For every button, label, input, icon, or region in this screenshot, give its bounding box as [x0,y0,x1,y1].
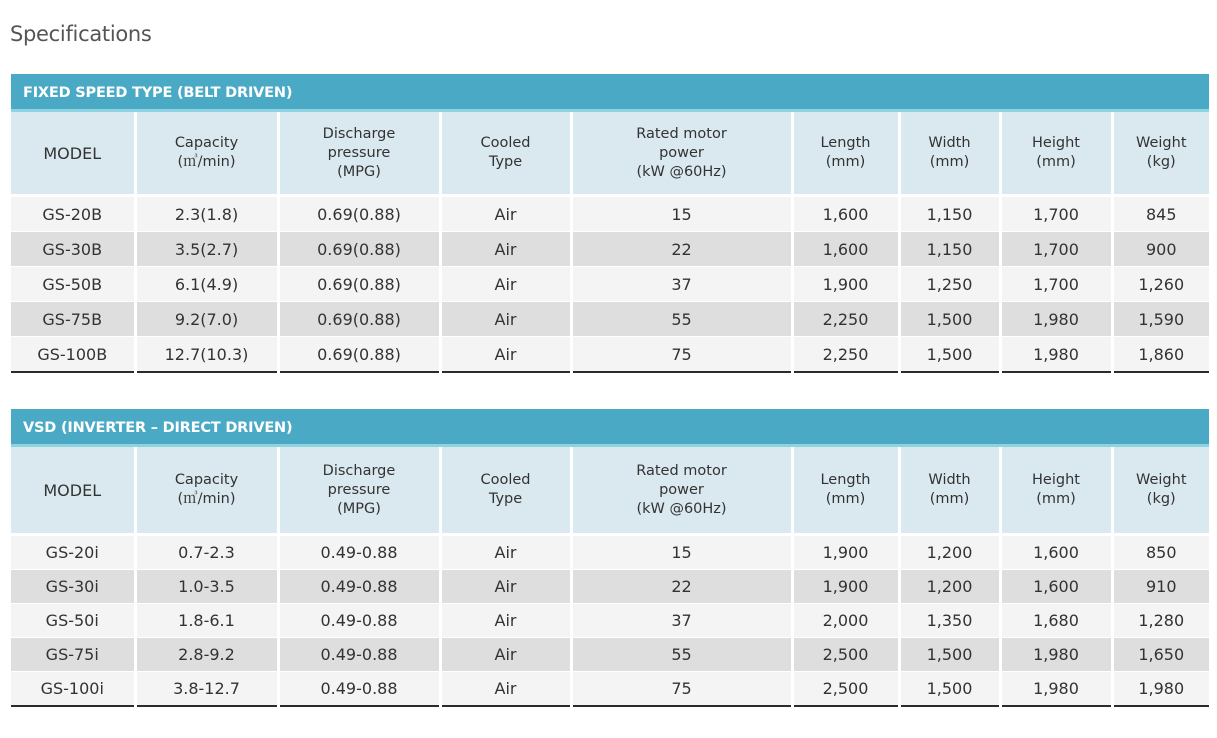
cell-cooled-type: Air [440,604,571,638]
table-row [11,638,1209,672]
header-row [11,447,1209,535]
cell-height: 1,980 [1000,302,1112,337]
cell-weight: 1,650 [1112,638,1209,672]
spec-table [11,447,1209,707]
col-header-length: Length (mm) [792,447,899,535]
col-header-height: Height (mm) [1000,447,1112,535]
col-header-length: Length (mm) [792,112,899,196]
cell-rated-motor-power: 55 [571,638,792,672]
table-row [11,196,1209,232]
cell-capacity: 2.8-9.2 [135,638,278,672]
cell-weight: 1,860 [1112,337,1209,373]
cell-cooled-type: Air [440,672,571,707]
cell-height: 1,600 [1000,535,1112,570]
col-header-capacity: Capacity (㎥/min) [135,112,278,196]
cell-length: 2,250 [792,337,899,373]
cell-length: 1,900 [792,570,899,604]
cell-model: GS-20B [11,196,135,232]
col-header-discharge-pressure: Discharge pressure (MPG) [278,112,440,196]
vsd-spec-table [11,409,1209,707]
table-row [11,604,1209,638]
cell-width: 1,500 [899,302,1000,337]
cell-weight: 845 [1112,196,1209,232]
cell-model: GS-30i [11,570,135,604]
cell-length: 1,600 [792,196,899,232]
col-header-weight: Weight (kg) [1112,447,1209,535]
cell-discharge-pressure: 0.49-0.88 [278,570,440,604]
section-header-fixed-speed: FIXED SPEED TYPE (BELT DRIVEN) [11,74,1209,112]
col-header-model: MODEL [11,447,135,535]
cell-capacity: 1.8-6.1 [135,604,278,638]
col-header-weight: Weight (kg) [1112,112,1209,196]
cell-rated-motor-power: 37 [571,267,792,302]
cell-discharge-pressure: 0.49-0.88 [278,672,440,707]
col-header-model: MODEL [11,112,135,196]
cell-rated-motor-power: 75 [571,672,792,707]
cell-cooled-type: Air [440,196,571,232]
cell-discharge-pressure: 0.49-0.88 [278,604,440,638]
col-header-rated-motor-power: Rated motor power (kW @60Hz) [571,112,792,196]
cell-capacity: 3.5(2.7) [135,232,278,267]
cell-cooled-type: Air [440,267,571,302]
cell-discharge-pressure: 0.49-0.88 [278,535,440,570]
table-row [11,535,1209,570]
cell-width: 1,150 [899,196,1000,232]
cell-cooled-type: Air [440,302,571,337]
cell-capacity: 9.2(7.0) [135,302,278,337]
header-row [11,112,1209,196]
cell-weight: 1,980 [1112,672,1209,707]
cell-cooled-type: Air [440,638,571,672]
cell-discharge-pressure: 0.49-0.88 [278,638,440,672]
cell-rated-motor-power: 22 [571,570,792,604]
cell-length: 2,500 [792,672,899,707]
cell-model: GS-20i [11,535,135,570]
table-row [11,570,1209,604]
col-header-cooled-type: Cooled Type [440,112,571,196]
cell-width: 1,150 [899,232,1000,267]
col-header-discharge-pressure: Discharge pressure (MPG) [278,447,440,535]
cell-height: 1,700 [1000,232,1112,267]
cell-capacity: 0.7-2.3 [135,535,278,570]
cell-model: GS-100B [11,337,135,373]
cell-width: 1,250 [899,267,1000,302]
cell-discharge-pressure: 0.69(0.88) [278,337,440,373]
table-row [11,302,1209,337]
col-header-height: Height (mm) [1000,112,1112,196]
cell-cooled-type: Air [440,535,571,570]
table-row [11,337,1209,373]
cell-cooled-type: Air [440,570,571,604]
cell-weight: 1,590 [1112,302,1209,337]
cell-model: GS-100i [11,672,135,707]
cell-height: 1,980 [1000,337,1112,373]
col-header-capacity: Capacity (㎥/min) [135,447,278,535]
cell-model: GS-75B [11,302,135,337]
cell-rated-motor-power: 75 [571,337,792,373]
cell-length: 1,900 [792,267,899,302]
cell-height: 1,700 [1000,196,1112,232]
cell-width: 1,350 [899,604,1000,638]
cell-width: 1,200 [899,570,1000,604]
cell-rated-motor-power: 15 [571,535,792,570]
cell-length: 1,600 [792,232,899,267]
cell-capacity: 1.0-3.5 [135,570,278,604]
cell-model: GS-75i [11,638,135,672]
cell-length: 2,250 [792,302,899,337]
cell-width: 1,200 [899,535,1000,570]
cell-weight: 1,260 [1112,267,1209,302]
cell-weight: 910 [1112,570,1209,604]
cell-length: 2,000 [792,604,899,638]
spec-table [11,112,1209,373]
cell-height: 1,680 [1000,604,1112,638]
cell-length: 1,900 [792,535,899,570]
cell-weight: 1,280 [1112,604,1209,638]
cell-width: 1,500 [899,638,1000,672]
cell-cooled-type: Air [440,337,571,373]
col-header-width: Width (mm) [899,447,1000,535]
table-row [11,232,1209,267]
cell-rated-motor-power: 15 [571,196,792,232]
fixed-speed-spec-table [11,74,1209,373]
cell-rated-motor-power: 55 [571,302,792,337]
cell-capacity: 12.7(10.3) [135,337,278,373]
cell-discharge-pressure: 0.69(0.88) [278,302,440,337]
table-row [11,267,1209,302]
table-row [11,672,1209,707]
cell-model: GS-50B [11,267,135,302]
cell-model: GS-50i [11,604,135,638]
cell-height: 1,700 [1000,267,1112,302]
cell-rated-motor-power: 22 [571,232,792,267]
cell-model: GS-30B [11,232,135,267]
page-title: Specifications [10,22,152,46]
cell-height: 1,980 [1000,638,1112,672]
col-header-width: Width (mm) [899,112,1000,196]
cell-cooled-type: Air [440,232,571,267]
section-header-vsd: VSD (INVERTER – DIRECT DRIVEN) [11,409,1209,447]
cell-height: 1,980 [1000,672,1112,707]
cell-weight: 850 [1112,535,1209,570]
col-header-cooled-type: Cooled Type [440,447,571,535]
cell-discharge-pressure: 0.69(0.88) [278,232,440,267]
cell-capacity: 3.8-12.7 [135,672,278,707]
cell-capacity: 6.1(4.9) [135,267,278,302]
cell-width: 1,500 [899,672,1000,707]
cell-discharge-pressure: 0.69(0.88) [278,267,440,302]
cell-capacity: 2.3(1.8) [135,196,278,232]
cell-width: 1,500 [899,337,1000,373]
cell-length: 2,500 [792,638,899,672]
cell-weight: 900 [1112,232,1209,267]
cell-rated-motor-power: 37 [571,604,792,638]
col-header-rated-motor-power: Rated motor power (kW @60Hz) [571,447,792,535]
cell-height: 1,600 [1000,570,1112,604]
cell-discharge-pressure: 0.69(0.88) [278,196,440,232]
